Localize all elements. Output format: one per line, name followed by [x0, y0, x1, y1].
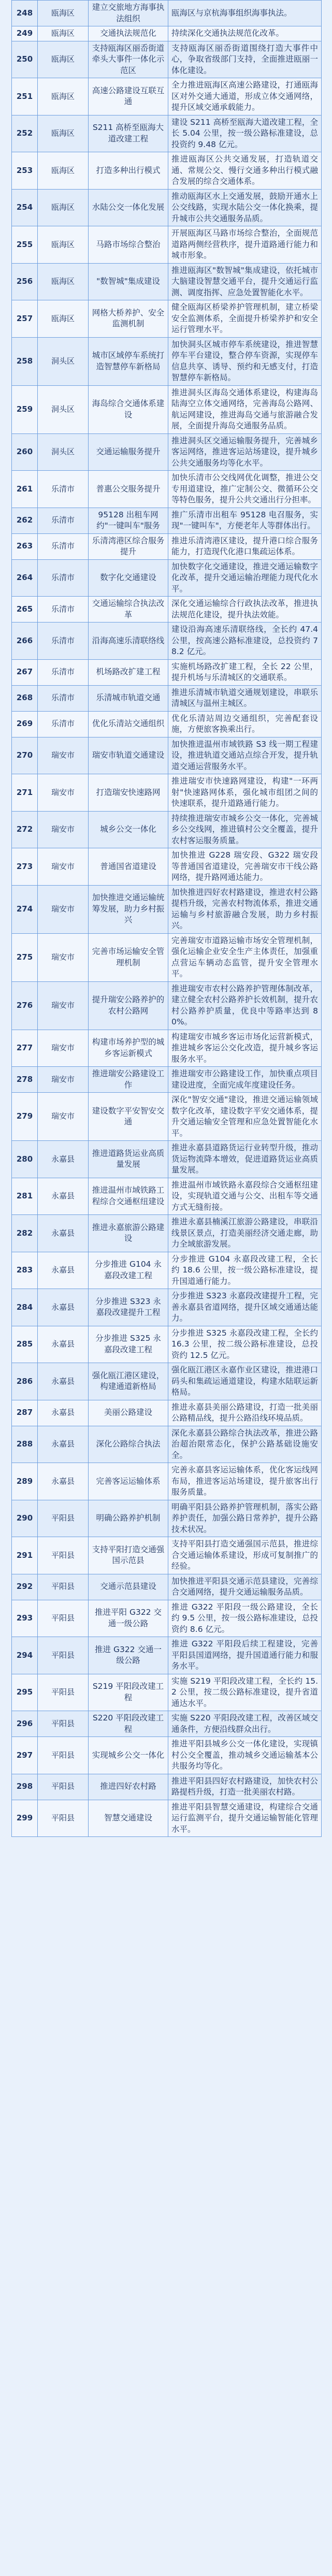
row-number: 271 [12, 774, 38, 812]
project-cell: S219 平阳段改建工程 [89, 1674, 168, 1711]
description-cell: 推进瑞安市快速路网建设，构建"一环两射"快速路网体系，强化城市组团之间的快速联系，提升道路通行能力。 [168, 774, 322, 812]
district-cell: 瑞安市 [38, 811, 89, 848]
description-cell: 推进平阳县智慧交通建设，构建综合交通运行监测平台，提升交通运输智能化管理水平。 [168, 1800, 322, 1837]
description-cell: 推进永嘉县道路货运行业转型升级，推动货运物流降本增效，促进道路货运业高质量发展。 [168, 1141, 322, 1178]
row-number: 280 [12, 1141, 38, 1178]
table-row [12, 78, 322, 115]
row-number: 268 [12, 685, 38, 711]
district-cell: 永嘉县 [38, 1215, 89, 1252]
row-number: 285 [12, 1326, 38, 1363]
row-number: 260 [12, 433, 38, 471]
description-cell: 加快推进平阳县交通示范县建设，完善综合交通网络，提升交通运输服务品质。 [168, 1574, 322, 1600]
district-cell: 瓯海区 [38, 41, 89, 78]
district-cell: 瑞安市 [38, 848, 89, 886]
district-cell: 永嘉县 [38, 1141, 89, 1178]
table-row [12, 685, 322, 711]
table-row [12, 597, 322, 623]
table-row [12, 1600, 322, 1637]
project-cell: 打造多种出行模式 [89, 152, 168, 190]
description-cell: 加快洞头区城市停车系统建设，推进智慧停车平台建设，整合停车资源，实现停车信息共享、诱导、预约和无感支付，打造智慧停车新格局。 [168, 337, 322, 385]
district-cell: 瑞安市 [38, 737, 89, 774]
project-cell: 建立交旅地方海事执法组织 [89, 1, 168, 26]
project-cell: 交通执法规范化 [89, 26, 168, 41]
project-cell: 建设数字平安智安交通 [89, 1093, 168, 1141]
district-cell: 乐清市 [38, 597, 89, 623]
row-number: 294 [12, 1637, 38, 1674]
description-cell: 推进 G322 平阳段一级公路建设，全长约 9.5 公里，按一级公路标准建设，总投资约 8.6 亿元。 [168, 1600, 322, 1637]
district-cell: 平阳县 [38, 1600, 89, 1637]
row-number: 250 [12, 41, 38, 78]
table-row [12, 1500, 322, 1537]
row-number: 259 [12, 385, 38, 433]
project-cell: 分步推进 G104 永嘉段改建工程 [89, 1252, 168, 1289]
table-row [12, 1400, 322, 1426]
row-number: 297 [12, 1737, 38, 1774]
description-cell: 推进温州市域铁路永嘉段综合交通枢纽建设，实现轨道交通与公交、出租车等交通方式无缝衔接。 [168, 1178, 322, 1215]
project-cell: 城乡公交一体化 [89, 811, 168, 848]
table-row [12, 1141, 322, 1178]
project-cell: 加快推进交通运输统筹发展，助力乡村振兴 [89, 885, 168, 933]
description-cell: 推动瓯海区水上交通发展，鼓励开通水上公交线路，实现水陆公交一体化换乘，提升城市公共交通服务品质。 [168, 189, 322, 226]
project-cell: 推进温州市域铁路工程综合交通枢纽建设 [89, 1178, 168, 1215]
row-number: 258 [12, 337, 38, 385]
description-cell: 深化"智安交通"建设，推进交通运输领域数字化改革，建设数字平安交通体系，提升交通运输安全管理和应急处置智能化水平。 [168, 1093, 322, 1141]
row-number: 290 [12, 1500, 38, 1537]
district-cell: 瓯海区 [38, 263, 89, 300]
row-number: 283 [12, 1252, 38, 1289]
description-cell: 实施机场路改扩建工程，全长 22 公里，提升机场与乐清城区的交通联系。 [168, 659, 322, 685]
row-number: 249 [12, 26, 38, 41]
district-cell: 永嘉县 [38, 1178, 89, 1215]
project-cell: 推进道路货运业高质量发展 [89, 1141, 168, 1178]
project-cell: 城市区域停车系统打造智慧停车新格局 [89, 337, 168, 385]
table-row [12, 115, 322, 152]
district-cell: 乐清市 [38, 559, 89, 597]
project-cell: S211 高桥至瓯海大道改建工程 [89, 115, 168, 152]
table-row [12, 1711, 322, 1737]
description-cell: 加快推进 G228 瑞安段、G322 瑞安段等普通国省道建设，完善瑞安市干线公路网络，提升路网通达能力。 [168, 848, 322, 886]
row-number: 251 [12, 78, 38, 115]
table-row [12, 433, 322, 471]
table-row [12, 623, 322, 660]
project-cell: 普惠公交服务提升 [89, 471, 168, 508]
row-number: 255 [12, 226, 38, 264]
district-cell: 平阳县 [38, 1537, 89, 1574]
row-number: 253 [12, 152, 38, 190]
district-cell: 瑞安市 [38, 1093, 89, 1141]
table-row [12, 337, 322, 385]
row-number: 261 [12, 471, 38, 508]
row-number: 254 [12, 189, 38, 226]
table-row [12, 848, 322, 886]
row-number: 282 [12, 1215, 38, 1252]
row-number: 274 [12, 885, 38, 933]
description-cell: 推进瓯海区"数智城"集成建设，依托城市大脑建设智慧交通平台，提升交通运行监测、调度指挥、应急处置智能化水平。 [168, 263, 322, 300]
project-cell: 分步推进 S325 永嘉段改建工程 [89, 1326, 168, 1363]
row-number: 298 [12, 1774, 38, 1800]
project-cell: 美丽公路建设 [89, 1400, 168, 1426]
project-cell: 交通运输综合执法改革 [89, 597, 168, 623]
district-cell: 洞头区 [38, 385, 89, 433]
row-number: 272 [12, 811, 38, 848]
table-row [12, 1252, 322, 1289]
table-row [12, 1674, 322, 1711]
district-cell: 乐清市 [38, 623, 89, 660]
project-cell: 支持瓯海区丽岙街道牵头大事件一体化示范区 [89, 41, 168, 78]
project-cell: 完善市场运输安全管理机制 [89, 933, 168, 981]
row-number: 279 [12, 1093, 38, 1141]
description-cell: 深化交通运输综合行政执法改革，推进执法规范化建设，提升执法效能。 [168, 597, 322, 623]
row-number: 277 [12, 1030, 38, 1067]
row-number: 252 [12, 115, 38, 152]
row-number: 281 [12, 1178, 38, 1215]
district-cell: 乐清市 [38, 533, 89, 559]
row-number: 267 [12, 659, 38, 685]
table-row [12, 1637, 322, 1674]
table-row [12, 226, 322, 264]
project-cell: 瑞安市轨道交通建设 [89, 737, 168, 774]
district-cell: 瑞安市 [38, 933, 89, 981]
table-row [12, 1326, 322, 1363]
district-cell: 瑞安市 [38, 1030, 89, 1067]
description-cell: 推进瓯海区公共交通发展，打造轨道交通、常规公交、慢行交通多种出行模式融合发展的综合交通体系。 [168, 152, 322, 190]
project-cell: 推进四好农村路 [89, 1774, 168, 1800]
table-row [12, 559, 322, 597]
description-cell: 明确平阳县公路养护管理机制，落实公路养护责任，加强公路日常养护，提升公路技术状况。 [168, 1500, 322, 1537]
project-cell: 强化瓯江港区建设，构建通道新格局 [89, 1363, 168, 1400]
project-table-body [12, 1, 322, 1837]
district-cell: 乐清市 [38, 685, 89, 711]
district-cell: 乐清市 [38, 659, 89, 685]
district-cell: 瓯海区 [38, 300, 89, 338]
district-cell: 永嘉县 [38, 1463, 89, 1500]
project-cell: 优化乐清站交通组织 [89, 711, 168, 737]
row-number: 256 [12, 263, 38, 300]
project-cell: 构建市场养护型的城乡客运新模式 [89, 1030, 168, 1067]
description-cell: 实施 S220 平阳段改建工程，改善区域交通条件，方便沿线群众出行。 [168, 1711, 322, 1737]
project-cell: 交通示范县建设 [89, 1574, 168, 1600]
description-cell: 推进乐清湾港区建设，提升港口综合服务能力，打造现代化港口集疏运体系。 [168, 533, 322, 559]
row-number: 293 [12, 1600, 38, 1637]
district-cell: 乐清市 [38, 711, 89, 737]
district-cell: 平阳县 [38, 1674, 89, 1711]
project-cell: 推进平阳 G322 交通一级公路 [89, 1600, 168, 1637]
district-cell: 永嘉县 [38, 1400, 89, 1426]
row-number: 284 [12, 1289, 38, 1326]
table-row [12, 981, 322, 1030]
table-row [12, 300, 322, 338]
row-number: 286 [12, 1363, 38, 1400]
project-cell: 数字化交通建设 [89, 559, 168, 597]
project-cell: 支持平阳打造交通强国示范县 [89, 1537, 168, 1574]
table-row [12, 711, 322, 737]
description-cell: 支持瓯海区丽岙街道围绕打造大事件中心，争取省级部门支持，全面推进瓯丽一体化建设。 [168, 41, 322, 78]
description-cell: 完善瑞安市道路运输市场安全管理机制，强化运输企业安全生产主体责任，加强重点营运车辆动态监管，提升安全管理水平。 [168, 933, 322, 981]
description-cell: 推广乐清市出租车 95128 电召服务，实现"一键叫车"，方便老年人等群体出行。 [168, 508, 322, 533]
row-number: 276 [12, 981, 38, 1030]
district-cell: 乐清市 [38, 508, 89, 533]
district-cell: 平阳县 [38, 1800, 89, 1837]
row-number: 278 [12, 1067, 38, 1093]
table-row [12, 1, 322, 26]
district-cell: 瓯海区 [38, 115, 89, 152]
row-number: 269 [12, 711, 38, 737]
description-cell: 推进乐清城市轨道交通规划建设，串联乐清城区与温州主城区。 [168, 685, 322, 711]
district-cell: 瑞安市 [38, 981, 89, 1030]
description-cell: 加快推进温州市域铁路 S3 线一期工程建设，推进轨道交通站点综合开发，提升轨道交通运营服务水平。 [168, 737, 322, 774]
project-cell: 提升瑞安公路养护的农村公路网 [89, 981, 168, 1030]
table-row [12, 774, 322, 812]
description-cell: 建设 S211 高桥至瓯海大道改建工程，全长 5.04 公里，按一级公路标准建设，总投资约 9.48 亿元。 [168, 115, 322, 152]
table-row [12, 1426, 322, 1463]
row-number: 299 [12, 1800, 38, 1837]
row-number: 292 [12, 1574, 38, 1600]
table-row [12, 1774, 322, 1800]
project-cell: 交通运输服务提升 [89, 433, 168, 471]
table-row [12, 471, 322, 508]
description-cell: 加快推进四好农村路建设，推进农村公路提档升级，完善农村物流体系，推进交通运输与乡村旅游融合发展，助力乡村振兴。 [168, 885, 322, 933]
district-cell: 永嘉县 [38, 1363, 89, 1400]
description-cell: 推进平阳县四好农村路建设，加快农村公路提档升级，打造一批美丽农村路。 [168, 1774, 322, 1800]
table-row [12, 1030, 322, 1067]
row-number: 270 [12, 737, 38, 774]
table-row [12, 189, 322, 226]
district-cell: 平阳县 [38, 1637, 89, 1674]
project-cell: 推进 G322 交通一级公路 [89, 1637, 168, 1674]
district-cell: 永嘉县 [38, 1252, 89, 1289]
table-row [12, 41, 322, 78]
row-number: 287 [12, 1400, 38, 1426]
table-row [12, 1537, 322, 1574]
district-cell: 瓯海区 [38, 152, 89, 190]
row-number: 275 [12, 933, 38, 981]
table-row [12, 1574, 322, 1600]
table-row [12, 533, 322, 559]
table-row [12, 1215, 322, 1252]
district-cell: 瑞安市 [38, 774, 89, 812]
district-cell: 洞头区 [38, 433, 89, 471]
project-cell: 沿海高速乐清联络线 [89, 623, 168, 660]
description-cell: 建设沿海高速乐清联络线，全长约 47.4 公里，按高速公路标准建设，总投资约 78.2 亿元。 [168, 623, 322, 660]
district-cell: 永嘉县 [38, 1289, 89, 1326]
table-row [12, 1067, 322, 1093]
description-cell: 推进永嘉县美丽公路建设，打造一批美丽公路精品线，提升公路沿线环境品质。 [168, 1400, 322, 1426]
description-cell: 推进洞头区交通运输服务提升，完善城乡客运网络，推进客运站场建设，提升城乡公共交通服务均等化水平。 [168, 433, 322, 471]
district-cell: 瓯海区 [38, 26, 89, 41]
district-cell: 平阳县 [38, 1711, 89, 1737]
table-row [12, 1363, 322, 1400]
table-row [12, 811, 322, 848]
row-number: 295 [12, 1674, 38, 1711]
district-cell: 瓯海区 [38, 1, 89, 26]
table-row [12, 1800, 322, 1837]
description-cell: 推进平阳县城乡公交一体化建设，实现镇村公交全覆盖，推动城乡交通运输基本公共服务均等化。 [168, 1737, 322, 1774]
description-cell: 推进 G322 平阳段后续工程建设，完善平阳县国道网络，提升国道通行能力和服务水平。 [168, 1637, 322, 1674]
project-cell: 实现城乡公交一体化 [89, 1737, 168, 1774]
row-number: 289 [12, 1463, 38, 1500]
project-cell: 95128 出租车网约"一键叫车"服务 [89, 508, 168, 533]
description-cell: 加快乐清市公交线网优化调整，推进公交专用道建设，推广定制公交、微循环公交等特色服务，提升公共交通出行分担率。 [168, 471, 322, 508]
district-cell: 瓯海区 [38, 226, 89, 264]
table-row [12, 885, 322, 933]
project-cell: 水陆公交一体化发展 [89, 189, 168, 226]
project-table [11, 0, 322, 1837]
district-cell: 瓯海区 [38, 78, 89, 115]
district-cell: 平阳县 [38, 1737, 89, 1774]
project-cell: 机场路改扩建工程 [89, 659, 168, 685]
description-cell: 分步推进 S323 永嘉段改建提升工程，完善永嘉县省道网络，提升区域交通通达能力。 [168, 1289, 322, 1326]
table-row [12, 1463, 322, 1500]
district-cell: 平阳县 [38, 1774, 89, 1800]
project-cell: 推进瑞安公路建设工作 [89, 1067, 168, 1093]
description-cell: 推进永嘉县楠溪江旅游公路建设，串联沿线景区景点，打造美丽经济交通走廊，助力全域旅游发展。 [168, 1215, 322, 1252]
project-cell: 完善客运运输体系 [89, 1463, 168, 1500]
description-cell: 分步推进 G104 永嘉段改建工程，全长约 18.6 公里，按一级公路标准建设，提升国道通行能力。 [168, 1252, 322, 1289]
project-cell: 海岛综合交通体系建设 [89, 385, 168, 433]
project-cell: 打造瑞安快速路网 [89, 774, 168, 812]
description-cell: 健全瓯海区桥梁养护管理机制，建立桥梁安全监测体系，全面提升桥梁养护和安全运行管理水平。 [168, 300, 322, 338]
row-number: 291 [12, 1537, 38, 1574]
table-row [12, 385, 322, 433]
description-cell: 支持平阳县打造交通强国示范县，推进综合交通运输体系建设，形成可复制推广的经验。 [168, 1537, 322, 1574]
description-cell: 强化瓯江港区永嘉作业区建设，推进港口码头和集疏运通道建设，构建水陆联运新格局。 [168, 1363, 322, 1400]
table-row [12, 1737, 322, 1774]
project-cell: 乐清城市轨道交通 [89, 685, 168, 711]
table-row [12, 737, 322, 774]
district-cell: 平阳县 [38, 1574, 89, 1600]
table-row [12, 659, 322, 685]
table-row [12, 152, 322, 190]
project-cell: 分步推进 S323 永嘉段改建提升工程 [89, 1289, 168, 1326]
description-cell: 实施 S219 平阳段改建工程，全长约 15.2 公里，按二级公路标准建设，提升省道通达水平。 [168, 1674, 322, 1711]
project-cell: "数智城"集成建设 [89, 263, 168, 300]
row-number: 263 [12, 533, 38, 559]
row-number: 265 [12, 597, 38, 623]
description-cell: 分步推进 S325 永嘉段改建工程，全长约 16.3 公里，按二级公路标准建设，总投资约 12.5 亿元。 [168, 1326, 322, 1363]
row-number: 266 [12, 623, 38, 660]
row-number: 262 [12, 508, 38, 533]
table-row [12, 933, 322, 981]
project-cell: 高速公路建设互联互通 [89, 78, 168, 115]
row-number: 257 [12, 300, 38, 338]
project-cell: 普通国省道建设 [89, 848, 168, 886]
row-number: 296 [12, 1711, 38, 1737]
row-number: 264 [12, 559, 38, 597]
description-cell: 深化永嘉县公路综合执法改革，推进公路治超治限常态化，保护公路基础设施安全。 [168, 1426, 322, 1463]
description-cell: 加快数字化交通建设，推进交通运输数字化改革，提升交通运输治理能力现代化水平。 [168, 559, 322, 597]
table-row [12, 1178, 322, 1215]
description-cell: 完善永嘉县客运运输体系，优化客运线网布局，推进客运站场建设，提升旅客出行服务质量。 [168, 1463, 322, 1500]
description-cell: 持续推进瑞安市城乡公交一体化，完善城乡公交线网，推进镇村公交全覆盖，提升农村客运服务质量。 [168, 811, 322, 848]
table-row [12, 508, 322, 533]
description-cell: 瓯海区与京杭海事组织海事执法。 [168, 1, 322, 26]
description-cell: 推进洞头区海岛交通体系建设，构建海岛陆海空立体交通网络，完善海岛公路网、航运网建设，推进海岛交通与旅游融合发展，全面提升海岛交通服务品质。 [168, 385, 322, 433]
table-row [12, 1093, 322, 1141]
description-cell: 全力推进瓯海区高速公路建设，打通瓯海区对外交通大通道，形成立体交通网络，提升区域交通承载能力。 [168, 78, 322, 115]
description-cell: 推进瑞安市公路建设工作，加快重点项目建设进度，全面完成年度建设任务。 [168, 1067, 322, 1093]
district-cell: 永嘉县 [38, 1426, 89, 1463]
district-cell: 瓯海区 [38, 189, 89, 226]
description-cell: 构建瑞安市城乡客运市场化运营新模式，推进城乡客运公交化改造，提升城乡客运服务水平。 [168, 1030, 322, 1067]
project-cell: 明确公路养护机制 [89, 1500, 168, 1537]
table-row [12, 263, 322, 300]
district-cell: 瑞安市 [38, 885, 89, 933]
description-cell: 开展瓯海区马路市场综合整治，全面规范道路两侧经营秩序，提升道路通行能力和城市形象。 [168, 226, 322, 264]
district-cell: 瑞安市 [38, 1067, 89, 1093]
description-cell: 优化乐清站周边交通组织，完善配套设施，方便旅客换乘出行。 [168, 711, 322, 737]
row-number: 273 [12, 848, 38, 886]
district-cell: 永嘉县 [38, 1326, 89, 1363]
project-cell: S220 平阳段改建工程 [89, 1711, 168, 1737]
project-cell: 马路市场综合整治 [89, 226, 168, 264]
district-cell: 洞头区 [38, 337, 89, 385]
project-cell: 深化公路综合执法 [89, 1426, 168, 1463]
project-cell: 乐清湾港区综合服务提升 [89, 533, 168, 559]
description-cell: 推进瑞安市农村公路养护管理体制改革，建立健全农村公路养护长效机制，提升农村公路养护质量，优良中等路率达到 80%。 [168, 981, 322, 1030]
description-cell: 持续深化交通执法规范化改革。 [168, 26, 322, 41]
project-cell: 推进永嘉旅游公路建设 [89, 1215, 168, 1252]
district-cell: 乐清市 [38, 471, 89, 508]
row-number: 248 [12, 1, 38, 26]
row-number: 288 [12, 1426, 38, 1463]
table-row [12, 1289, 322, 1326]
table-row [12, 26, 322, 41]
project-cell: 智慧交通建设 [89, 1800, 168, 1837]
district-cell: 平阳县 [38, 1500, 89, 1537]
project-cell: 网格大桥养护、安全监测机制 [89, 300, 168, 338]
